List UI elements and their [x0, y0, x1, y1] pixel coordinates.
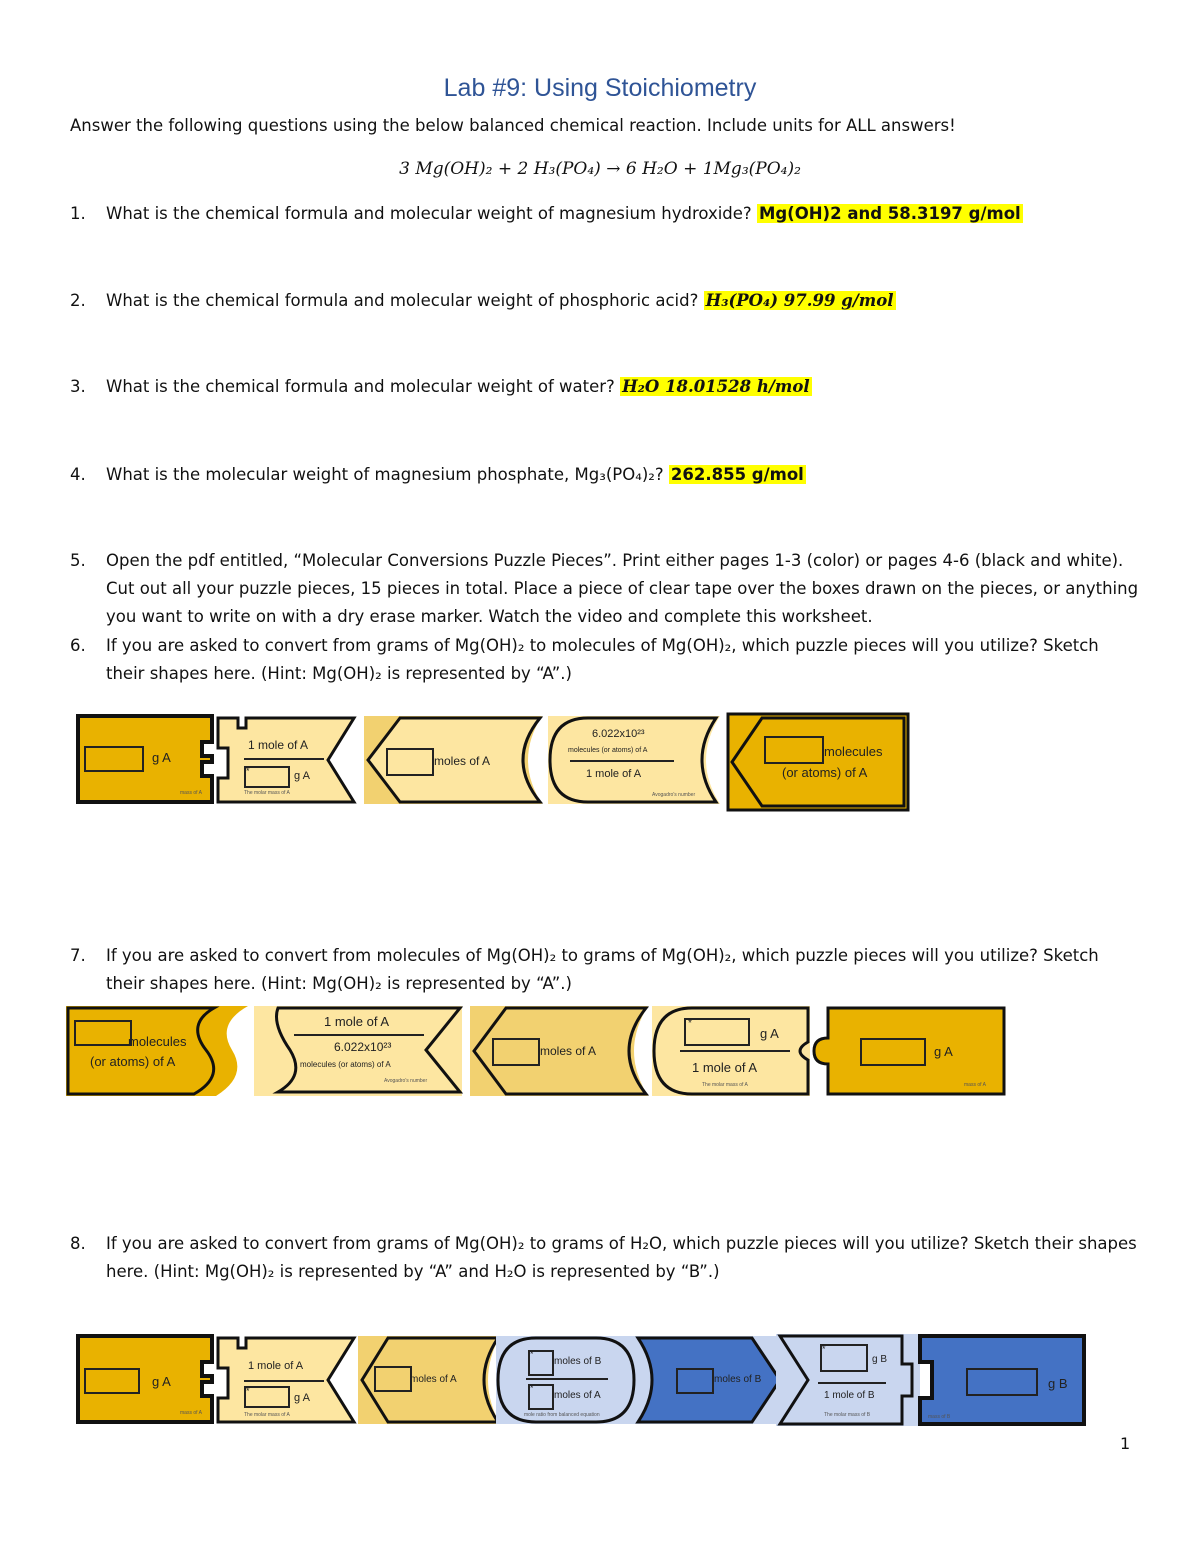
puzzle-piece-molar-mass	[216, 1336, 358, 1424]
puzzle-piece-molar-mass	[216, 716, 358, 804]
piece-label: g A	[760, 1026, 779, 1041]
fraction-bar	[570, 760, 674, 762]
question-text: If you are asked to convert from grams of Mg(OH)₂ to molecules of Mg(OH)₂, which puzzle pieces will you utilize? Sketch their shapes here. (Hint: Mg(OH)₂ is represented by “A”.)	[106, 636, 1099, 683]
fraction-bar	[244, 1380, 324, 1382]
question-text: If you are asked to convert from grams of Mg(OH)₂ to grams of H₂O, which puzzle pieces will you utilize? Sketch their shapes here. (Hint: Mg(OH)₂ is represented by “A” and H₂O is represented by “B”.)	[106, 1234, 1137, 1281]
piece-label: molecules	[824, 744, 883, 759]
piece-label: (or atoms) of A	[782, 765, 868, 780]
question-5	[70, 547, 1140, 631]
puzzle-piece-moles-a	[358, 1336, 500, 1424]
question-3	[70, 373, 1140, 401]
fraction-bar	[294, 1034, 424, 1036]
question-1	[70, 200, 1140, 228]
piece-label: g A	[294, 770, 310, 782]
answer-box[interactable]	[492, 1038, 540, 1066]
star-mark: *	[246, 766, 250, 776]
puzzle-piece-molar-mass-inverse	[652, 1006, 810, 1096]
piece-label: moles of A	[410, 1374, 457, 1385]
puzzle-row-q8	[76, 1334, 1086, 1430]
balanced-equation: 3 Mg(OH)₂ + 2 H₃(PO₄) → 6 H₂O + 1Mg₃(PO₄)₂	[399, 159, 801, 179]
puzzle-row-q7	[66, 1006, 1006, 1096]
question-7	[70, 942, 1140, 998]
piece-label: g B	[1048, 1376, 1068, 1391]
question-4	[70, 461, 1140, 489]
piece-label: moles of A	[554, 1390, 601, 1401]
answer-highlight: H₂O 18.01528 h/mol	[622, 377, 810, 396]
piece-label: moles of B	[554, 1356, 602, 1367]
answer-box[interactable]	[244, 766, 290, 788]
fine-print: Avogadro's number	[384, 1078, 428, 1084]
star-mark: *	[530, 1349, 534, 1359]
question-number: 5.	[70, 551, 86, 570]
answer-highlight: Mg(OH)2 and 58.3197 g/mol	[758, 204, 1021, 223]
piece-label: molecules (or atoms) of A	[300, 1060, 391, 1069]
piece-label: 1 mole of B	[824, 1390, 875, 1401]
puzzle-piece-molecules-a	[66, 1006, 248, 1096]
piece-label: molecules (or atoms) of A	[568, 747, 648, 754]
puzzle-piece-grams-a	[810, 1006, 1006, 1096]
puzzle-piece-moles-a	[470, 1006, 648, 1096]
question-2	[70, 287, 1140, 315]
fine-print: The molar mass of A	[244, 1412, 290, 1418]
answer-box[interactable]	[820, 1344, 868, 1372]
question-8	[70, 1230, 1140, 1286]
piece-label: moles of A	[434, 754, 491, 768]
answer-box[interactable]	[386, 748, 434, 776]
answer-highlight: H₃(PO₄) 97.99 g/mol	[705, 291, 894, 310]
star-mark: *	[688, 1018, 692, 1029]
piece-label: moles of B	[714, 1374, 762, 1385]
question-text: What is the chemical formula and molecular weight of phosphoric acid?	[106, 291, 699, 310]
puzzle-piece-avogadro	[548, 716, 720, 804]
answer-box[interactable]	[244, 1386, 290, 1408]
piece-label: molecules	[128, 1034, 187, 1049]
avogadro-number: 6.022x10²³	[592, 728, 645, 740]
piece-label: g A	[152, 1374, 171, 1389]
avogadro-number: 6.022x10²³	[334, 1040, 392, 1054]
answer-highlight: 262.855 g/mol	[670, 465, 804, 484]
question-6	[70, 632, 1140, 688]
piece-label: g A	[152, 750, 171, 765]
puzzle-row-q6	[76, 714, 911, 810]
question-text: What is the chemical formula and molecular weight of water?	[106, 377, 615, 396]
fine-print: The molar mass of A	[244, 790, 290, 796]
question-text: What is the chemical formula and molecular weight of magnesium hydroxide?	[106, 204, 752, 223]
page-title: Lab #9: Using Stoichiometry	[443, 74, 757, 102]
star-mark: *	[530, 1383, 534, 1393]
answer-box[interactable]	[374, 1366, 412, 1392]
question-text: Open the pdf entitled, “Molecular Conversions Puzzle Pieces”. Print either pages 1-3 (color) or pages 4-6 (black and white). Cut out all your puzzle pieces, 15 pieces in total. Place a piece of clear tape over the boxes drawn on the pieces, or anything you want to write on with a dry erase marker. Watch the video and complete this worksheet.	[106, 551, 1139, 626]
puzzle-piece-grams-a	[76, 714, 216, 804]
answer-box[interactable]	[84, 746, 144, 772]
question-text: What is the molecular weight of magnesium phosphate, Mg₃(PO₄)₂?	[106, 465, 664, 484]
puzzle-piece-molar-mass-b	[776, 1334, 920, 1426]
question-number: 7.	[70, 946, 86, 965]
piece-label: g A	[934, 1044, 953, 1059]
piece-label: g B	[872, 1354, 888, 1365]
answer-box[interactable]	[84, 1368, 140, 1394]
question-number: 4.	[70, 465, 86, 484]
answer-box[interactable]	[684, 1018, 750, 1046]
answer-box[interactable]	[860, 1038, 926, 1066]
piece-label: 1 mole of A	[324, 1014, 390, 1029]
fraction-bar	[680, 1050, 790, 1052]
fine-print: The molar mass of B	[824, 1412, 871, 1418]
puzzle-piece-grams-b	[918, 1334, 1086, 1426]
fine-print: Avogadro's number	[652, 792, 696, 798]
puzzle-piece-mole-ratio	[496, 1336, 636, 1424]
question-number: 3.	[70, 377, 86, 396]
puzzle-piece-grams-a	[76, 1334, 216, 1424]
piece-label: 1 mole of A	[692, 1060, 758, 1075]
fine-print: mass of A	[964, 1082, 986, 1088]
piece-label: 1 mole of A	[586, 768, 642, 780]
fraction-bar	[244, 758, 324, 760]
question-text: If you are asked to convert from molecules of Mg(OH)₂ to grams of Mg(OH)₂, which puzzle pieces will you utilize? Sketch their shapes here. (Hint: Mg(OH)₂ is represented by “A”.)	[106, 946, 1099, 993]
question-number: 8.	[70, 1234, 86, 1253]
piece-label: (or atoms) of A	[90, 1054, 176, 1069]
answer-box[interactable]	[764, 736, 824, 764]
fine-print: mass of A	[180, 790, 202, 796]
piece-label: moles of A	[540, 1044, 597, 1058]
fraction-bar	[818, 1382, 886, 1384]
question-number: 6.	[70, 636, 86, 655]
piece-label: g A	[294, 1392, 310, 1404]
fine-print: mole ratio from balanced equation	[524, 1412, 600, 1418]
puzzle-piece-moles-a	[364, 716, 542, 804]
puzzle-piece-avogadro-inverse	[254, 1006, 464, 1096]
piece-label: 1 mole of A	[248, 1360, 304, 1372]
puzzle-piece-moles-b	[636, 1336, 782, 1424]
instructions: Answer the following questions using the below balanced chemical reaction. Include units for ALL answers!	[70, 116, 956, 135]
fine-print: The molar mass of A	[702, 1082, 748, 1088]
answer-box[interactable]	[966, 1368, 1038, 1396]
page-number: 1	[1120, 1434, 1131, 1453]
puzzle-piece-molecules-a	[728, 714, 911, 810]
question-number: 2.	[70, 291, 86, 310]
answer-box[interactable]	[74, 1020, 132, 1046]
star-mark: *	[822, 1344, 826, 1354]
star-mark: *	[246, 1386, 250, 1396]
question-number: 1.	[70, 204, 86, 223]
fine-print: mass of A	[180, 1410, 202, 1416]
fine-print: mass of B	[928, 1414, 951, 1420]
piece-label: 1 mole of A	[248, 738, 309, 752]
answer-box[interactable]	[676, 1368, 714, 1394]
fraction-bar	[526, 1378, 608, 1380]
